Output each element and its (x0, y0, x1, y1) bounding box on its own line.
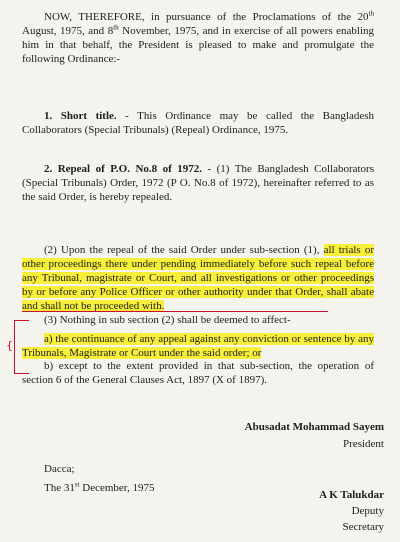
deputy-title-line-1: Deputy (351, 505, 384, 517)
clause-a-paragraph (22, 332, 374, 360)
deputy-title-line-2: Secretary (342, 521, 384, 533)
highlighted-clause-a: a) the continuance of any appeal against any conviction or sentence by any Tribunals, Magistrate or Court under the said order; or (22, 333, 374, 359)
section-1-short-title: 1. Short title. - This Ordinance may be called the Bangladesh Collaborators (Special Tribunals) (Repeal) Ordinance, 1975. (22, 110, 375, 136)
place: Dacca; (44, 463, 75, 475)
president-signature-block (190, 420, 384, 451)
date: The 31st December, 1975 (44, 480, 155, 494)
section-2-repeal: 2. Repeal of P.O. No.8 of 1972. - (1) The Bangladesh Collaborators (Special Tribunals) Order, 1972 (P O. No.8 of 1972), hereinafter referred to as the said Order, is hereby repealed. (22, 163, 375, 203)
preamble-paragraph: NOW, THEREFORE, in pursuance of the Proclamations of the 20th August, 1975, and 8th November, 1975, and in exercise of all powers enabling him in that behalf, the President is pleased to make and promulgate the following Ordinance:- (22, 9, 374, 65)
highlighted-passage: all trials or other proceedings there under pending immediately before such repeal before any Tribunal, magistrate or Court, and all investigations or other proceedings by or before any Police Officer or other authority under that Order, shall abate and shall not be proceeded with. (22, 244, 374, 312)
section-2-heading: 2. Repeal of P.O. No.8 of 1972. (44, 163, 203, 175)
subsection-2-paragraph: (2) Upon the repeal of the said Order under sub-section (1), all trials or other proceedings there under pending immediately before such repeal before any Tribunal, magistrate or Court, and all investigations or other proceedings by or before any Police Officer or other authority under that Order, shall abate and shall not be proceeded with. (22, 244, 374, 312)
deputy-signature-block (190, 488, 384, 534)
president-name: Abusadat Mohammad Sayem (244, 421, 384, 433)
margin-mark: { (6, 339, 13, 352)
deputy-name: A K Talukdar (319, 489, 384, 501)
president-title: President (343, 438, 384, 450)
subsection-3-paragraph: (3) Nothing in sub section (2) shall be deemed to affect- (44, 314, 291, 326)
red-underline (22, 311, 328, 312)
clause-b-paragraph: b) except to the extent provided in that sub-section, the operation of section 6 of the General Clauses Act, 1897 (X of 1897). (22, 360, 374, 386)
section-1-heading: 1. Short title. (44, 110, 117, 122)
